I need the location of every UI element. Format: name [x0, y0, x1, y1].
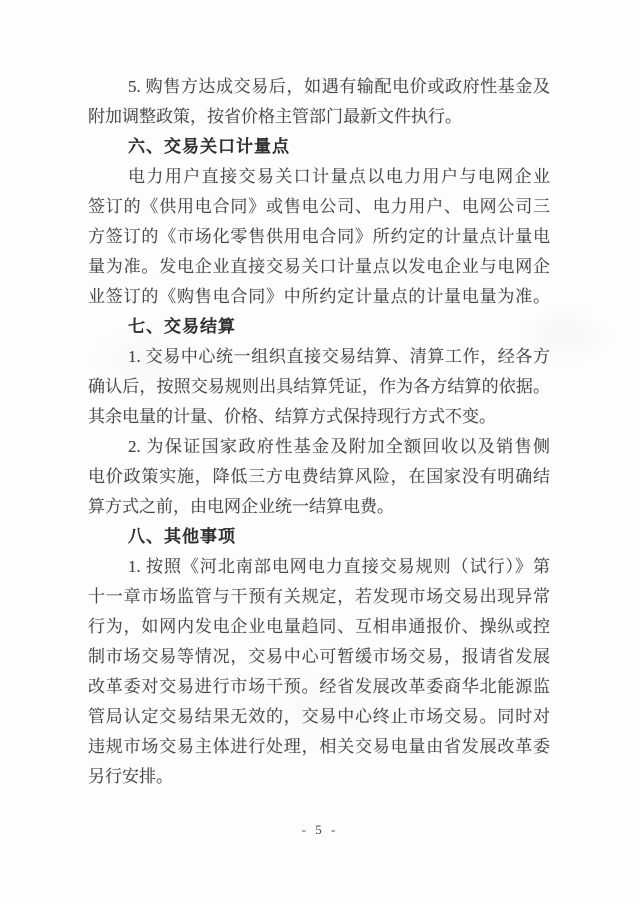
body-line: 违规市场交易主体进行处理，相关交易电量由省发展改革委	[88, 737, 550, 756]
body-line: 算方式之前，由电网企业统一结算电费。	[88, 497, 394, 516]
body-line: 确认后，按照交易规则出具结算凭证，作为各方结算的依据。	[88, 377, 550, 396]
body-line: 制市场交易等情况，交易中心可暂缓市场交易，报请省发展	[88, 647, 550, 666]
body-line: 管局认定交易结果无效的，交易中心终止市场交易。同时对	[88, 707, 550, 726]
body-line: 5. 购售方达成交易后，如遇有输配电价或政府性基金及	[128, 77, 550, 96]
body-line: 其余电量的计量、价格、结算方式保持现行方式不变。	[88, 407, 496, 426]
heading-section-6: 六、交易关口计量点	[128, 137, 290, 156]
heading-section-8: 八、其他事项	[128, 527, 236, 546]
body-line: 2. 为保证国家政府性基金及附加全额回收以及销售侧	[128, 437, 550, 456]
body-line: 电价政策实施，降低三方电费结算风险，在国家没有明确结	[88, 467, 550, 486]
body-line: 另行安排。	[88, 767, 173, 786]
page-number: - 5 -	[301, 822, 339, 837]
body-line: 附加调整政策，按省价格主管部门最新文件执行。	[88, 107, 462, 126]
body-line: 电力用户直接交易关口计量点以电力用户与电网企业	[128, 167, 550, 186]
body-line: 量为准。发电企业直接交易关口计量点以发电企业与电网企	[88, 257, 550, 276]
body-line: 业签订的《购售电合同》中所约定计量点的计量电量为准。	[88, 287, 550, 306]
body-line: 十一章市场监管与干预有关规定，若发现市场交易出现异常	[88, 587, 550, 606]
body-line: 方签订的《市场化零售供用电合同》所约定的计量点计量电	[88, 227, 550, 246]
body-line: 1. 按照《河北南部电网电力直接交易规则（试行）》第	[128, 557, 550, 576]
document-text-block	[88, 72, 550, 792]
body-line: 行为，如网内发电企业电量趋同、互相串通报价、操纵或控	[88, 617, 550, 636]
heading-section-7: 七、交易结算	[128, 317, 236, 336]
body-line: 改革委对交易进行市场干预。经省发展改革委商华北能源监	[88, 677, 550, 696]
body-line: 1. 交易中心统一组织直接交易结算、清算工作，经各方	[128, 347, 550, 366]
body-line: 签订的《供用电合同》或售电公司、电力用户、电网公司三	[88, 197, 550, 216]
